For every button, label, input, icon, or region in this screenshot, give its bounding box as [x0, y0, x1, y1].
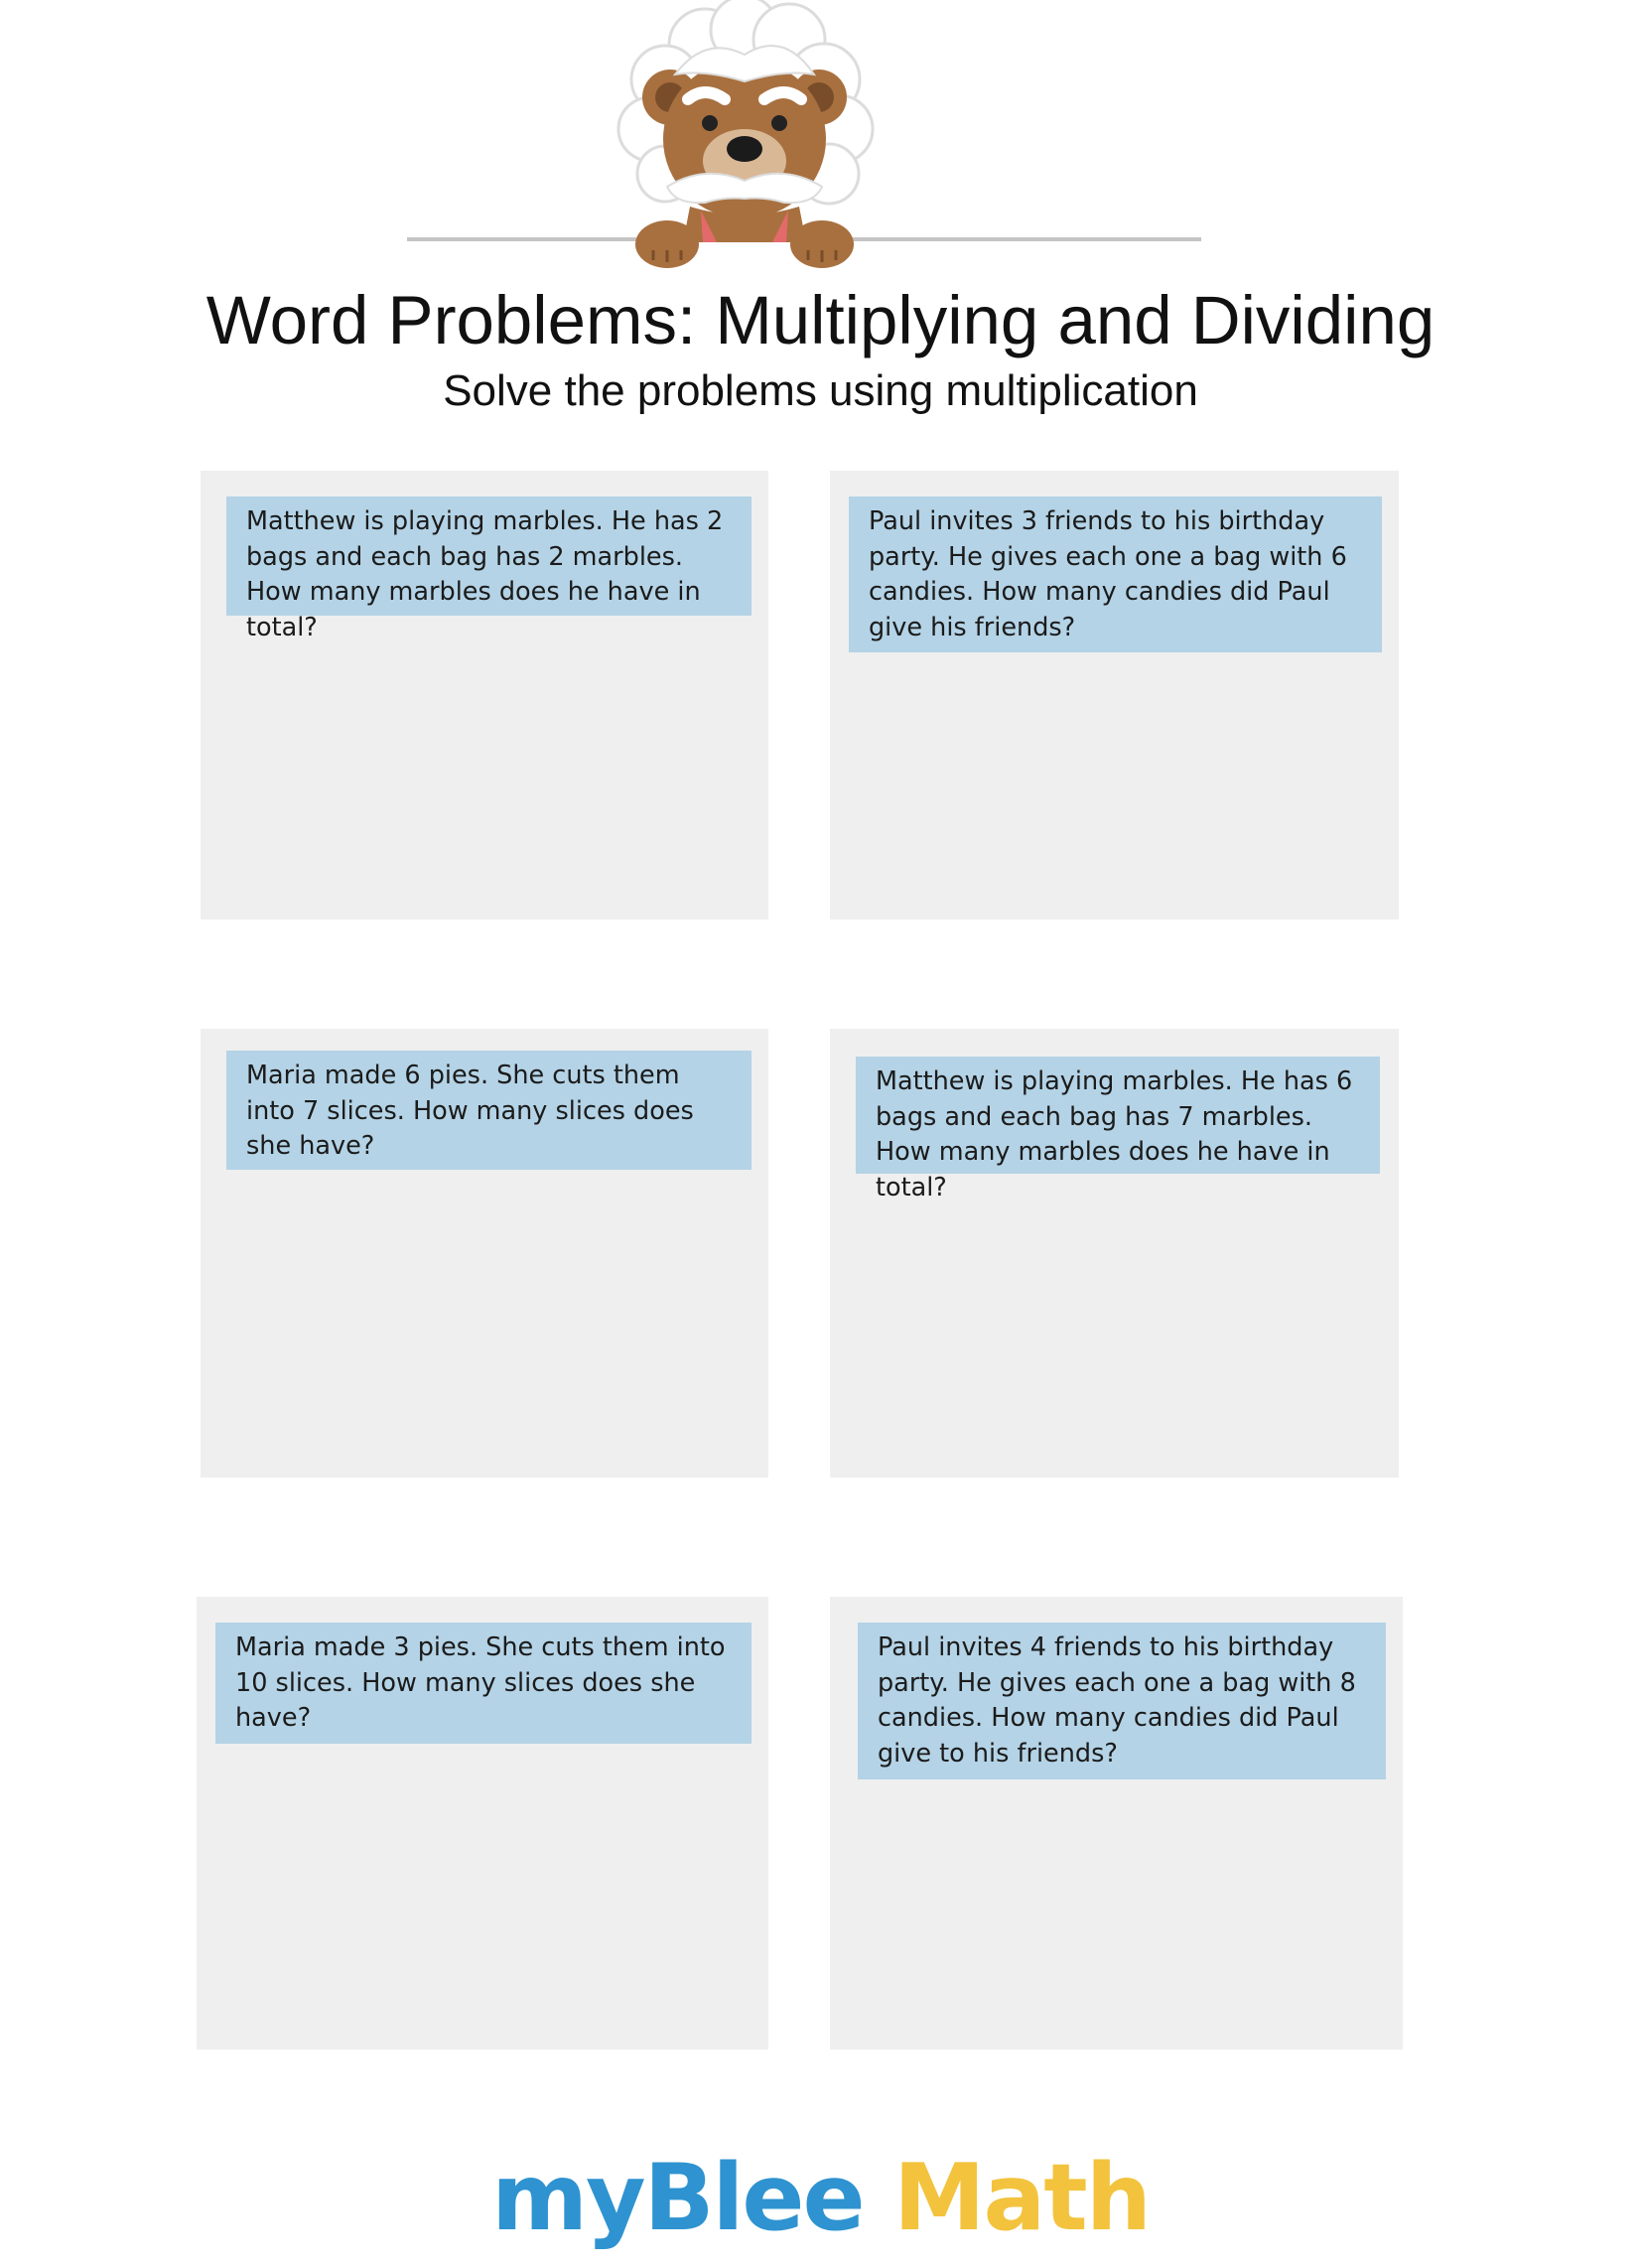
- logo-text-myblee: myBlee: [491, 2144, 864, 2251]
- problem-prompt: Maria made 6 pies. She cuts them into 7 slices. How many slices does she have?: [226, 1051, 752, 1170]
- bear-mascot-icon: [407, 0, 1241, 273]
- problem-prompt: Matthew is playing marbles. He has 6 bags and each bag has 7 marbles. How many marbles does he have in total?: [856, 1057, 1380, 1174]
- problem-prompt: Paul invites 3 friends to his birthday party. He gives each one a bag with 6 candies. How many candies did Paul give his friends?: [849, 496, 1382, 652]
- myblee-math-logo: [0, 2143, 1641, 2252]
- problem-prompt: Matthew is playing marbles. He has 2 bags and each bag has 2 marbles. How many marbles does he have in total?: [226, 496, 752, 616]
- page-subtitle: Solve the problems using multiplication: [443, 366, 1198, 415]
- page-title: Word Problems: Multiplying and Dividing: [205, 282, 1436, 358]
- problem-prompt: Paul invites 4 friends to his birthday party. He gives each one a bag with 8 candies. How many candies did Paul give to his friends?: [858, 1623, 1386, 1779]
- logo-text-math: Math: [892, 2144, 1150, 2251]
- problem-prompt: Maria made 3 pies. She cuts them into 10 slices. How many slices does she have?: [215, 1623, 752, 1744]
